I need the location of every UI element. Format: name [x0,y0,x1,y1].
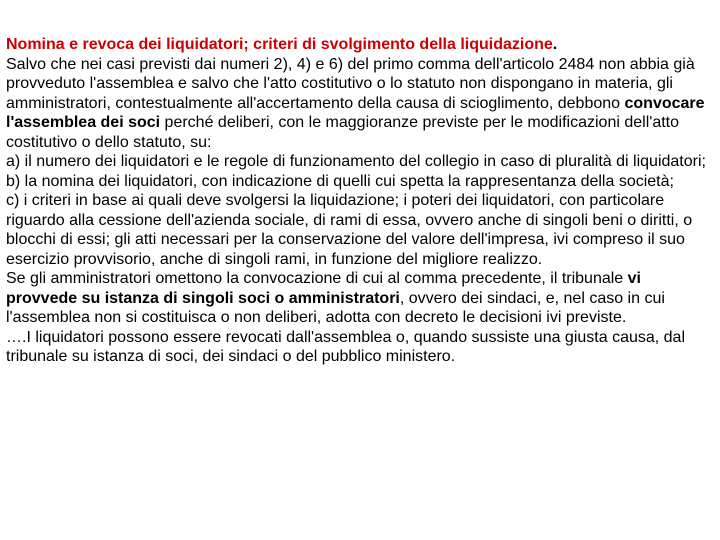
tribunal-paragraph [6,269,716,328]
tribunal-text-1: Se gli amministratori omettono la convocazione di cui al comma precedente, il tribunale [6,270,628,287]
list-item-a: a) il numero dei liquidatori e le regole di funzionamento del collegio in caso di pluralità di liquidatori; [6,153,706,170]
list-item-c: c) i criteri in base ai quali deve svolgersi la liquidazione; i poteri dei liquidatori, con particolare riguardo alla cessione dell'azienda sociale, di rami di essa, ovvero anche di singoli beni o diritti, o blocchi di essi; gli atti necessari per la conservazione del valore dell'impresa, ivi compreso il suo esercizio provvisorio, anche di singoli rami, in funzione del migliore realizzo. [6,192,693,268]
document-body [6,35,716,367]
revocation-paragraph: ….I liquidatori possono essere revocati dall'assemblea o, quando sussiste una giusta causa, dal tribunale su istanza di soci, dei sindaci o del pubblico ministero. [6,328,686,365]
intro-paragraph [6,55,716,153]
intro-emphasis: convocare l'assemblea dei soci [6,94,705,131]
tribunal-emphasis: vi provvede su istanza di singoli soci o amministratori [6,270,641,307]
title-period: . [552,36,558,53]
intro-text-1: Salvo che nei casi previsti dai numeri 2), 4) e 6) del primo comma dell'articolo 2484 non abbia già provveduto l'assemblea e salvo che l'atto costitutivo o lo statuto non dispongano in materia, gli amministratori, contestualmente all'accertamento della causa di scioglimento, debbono [6,55,695,112]
heading-paragraph [6,35,716,55]
document-title: Nomina e revoca dei liquidatori; criteri di svolgimento della liquidazione [6,36,553,53]
intro-text-2: perché deliberi, con le maggioranze previste per le modificazioni dell'atto costitutivo o dello statuto, su: [6,114,679,151]
tribunal-text-2: , ovvero dei sindaci, e, nel caso in cui l'assemblea non si costituisca o non deliberi, adotta con decreto le decisioni ivi previste. [6,289,665,326]
list-item-b: b) la nomina dei liquidatori, con indicazione di quelli cui spetta la rappresentanza della società; [6,172,674,190]
